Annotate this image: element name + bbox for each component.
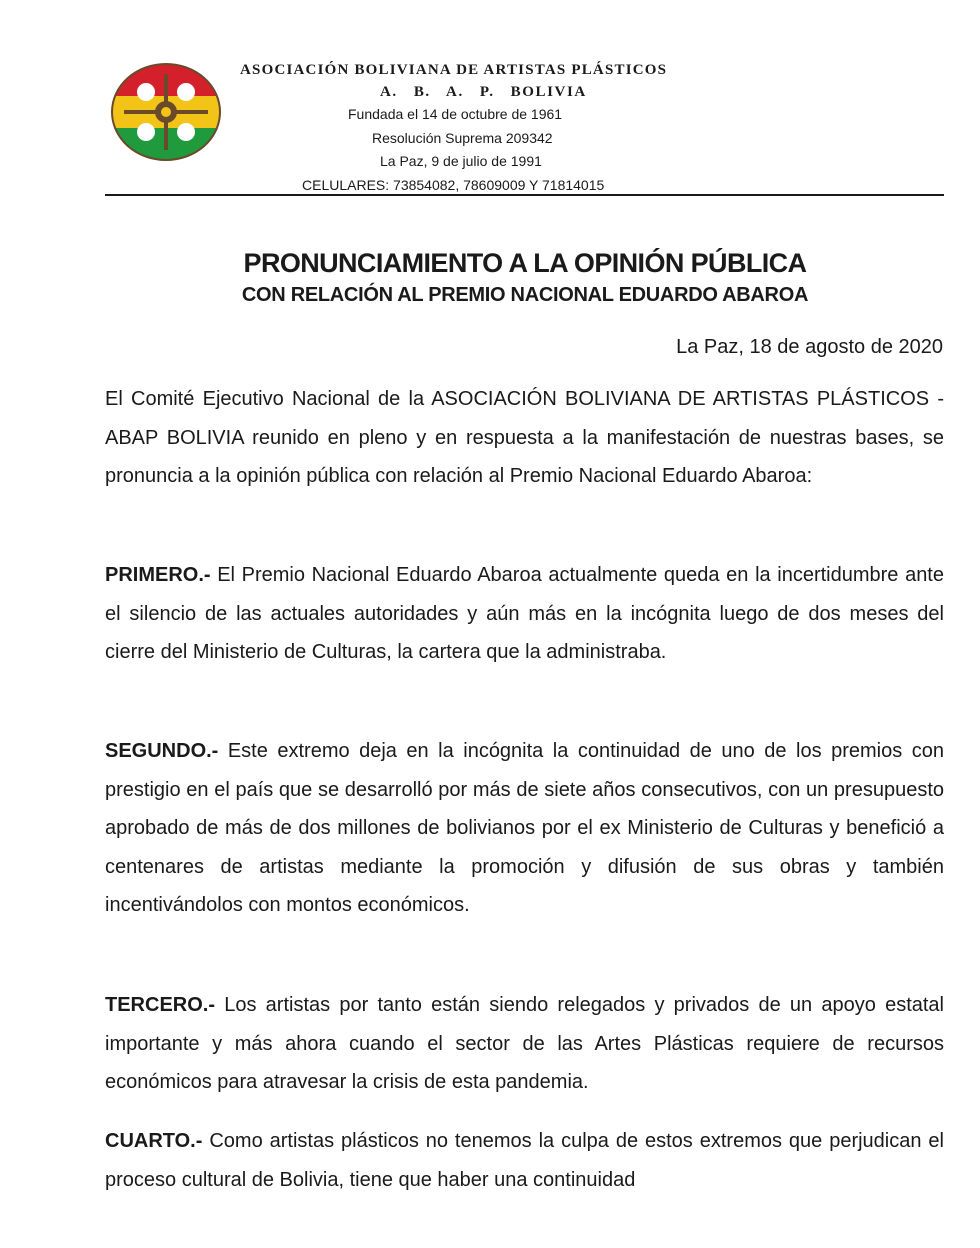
- founded-date: Fundada el 14 de octubre de 1961: [348, 106, 563, 122]
- organization-acronym: A. B. A. P. BOLIVIA: [380, 84, 587, 100]
- point-third-lead: TERCERO.-: [105, 994, 215, 1016]
- document-title: PRONUNCIAMIENTO A LA OPINIÓN PÚBLICA: [243, 248, 807, 278]
- point-fourth-lead: CUARTO.-: [105, 1130, 203, 1152]
- point-second-text: Este extremo deja en la incógnita la continuidad de uno de los premios con prestigio en el país que se desarrolló por más de siete años consecutivos, con un presupuesto aprobado de más de dos millones de bolivianos por el ex Ministerio de Culturas y benefició a centenares de artistas mediante la promoción y difusión de sus obras y también incentivándolos con montos económicos.: [105, 740, 944, 916]
- point-first: [105, 556, 944, 672]
- intro-paragraph: El Comité Ejecutivo Nacional de la ASOCIACIÓN BOLIVIANA DE ARTISTAS PLÁSTICOS - ABAP BOLIVIA reunido en pleno y en respuesta a la manifestación de nuestras bases, se pronuncia a la opinión pública con relación al Premio Nacional Eduardo Abaroa:: [105, 388, 944, 487]
- point-fourth: [105, 1122, 944, 1199]
- point-third-text: Los artistas por tanto están siendo relegados y privados de un apoyo estatal importante y más ahora cuando el sector de las Artes Plásticas requiere de recursos económicos para atravesar la crisis de esta pandemia.: [105, 994, 944, 1093]
- document-date: La Paz, 18 de agosto de 2020: [676, 336, 943, 358]
- point-first-text: El Premio Nacional Eduardo Abaroa actualmente queda en la incertidumbre ante el silencio de las actuales autoridades y aún más en la incógnita luego de dos meses del cierre del Ministerio de Culturas, la cartera que la administraba.: [105, 564, 944, 663]
- point-second-lead: SEGUNDO.-: [105, 740, 219, 762]
- point-second: [105, 732, 944, 925]
- abap-palette-logo-icon: [110, 62, 222, 162]
- organization-name: ASOCIACIÓN BOLIVIANA DE ARTISTAS PLÁSTICOS: [240, 62, 668, 78]
- supreme-resolution: Resolución Suprema 209342: [372, 130, 553, 146]
- point-fourth-text: Como artistas plásticos no tenemos la culpa de estos extremos que perjudican el proceso cultural de Bolivia, tiene que haber una continuidad: [105, 1130, 944, 1191]
- header-divider: [105, 194, 944, 196]
- letterhead-place-date: La Paz, 9 de julio de 1991: [380, 153, 542, 169]
- point-first-lead: PRIMERO.-: [105, 564, 211, 586]
- point-third: [105, 986, 944, 1102]
- phone-numbers: CELULARES: 73854082, 78609009 Y 71814015: [302, 177, 605, 193]
- document-subtitle: CON RELACIÓN AL PREMIO NACIONAL EDUARDO ABAROA: [241, 284, 809, 306]
